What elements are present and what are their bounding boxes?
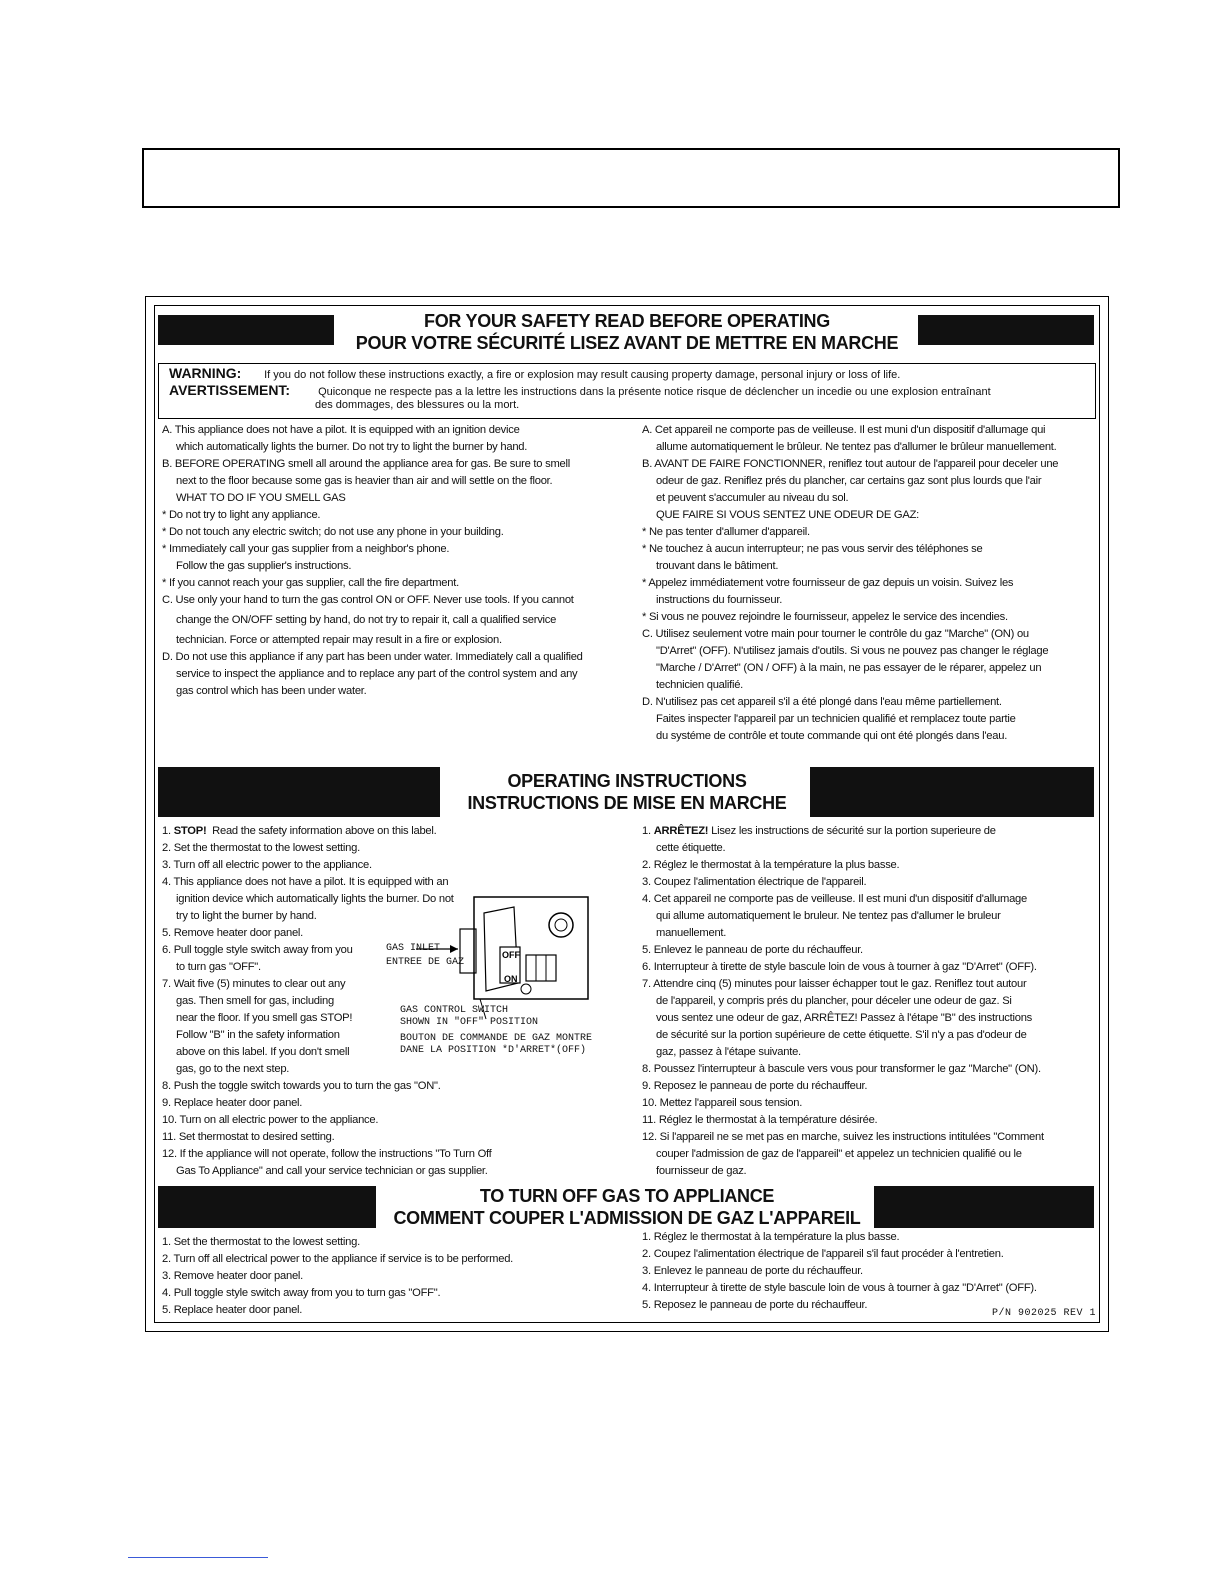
operating-en-line: near the floor. If you smell gas STOP! xyxy=(176,1012,353,1024)
operating-en-line: gas, go to the next step. xyxy=(176,1063,290,1075)
operating-fr-column xyxy=(642,823,1098,1180)
operating-en-line: Follow "B" in the safety information xyxy=(176,1029,340,1041)
operating-fr-line: qui allume automatiquement le bruleur. Ne tentez pas d'allumer le bruleur xyxy=(656,910,1001,922)
warning-row xyxy=(169,366,900,382)
safety-fr-line: Faites inspecter l'appareil par un technicien qualifié et remplacez toute partie xyxy=(656,713,1016,725)
turnoff-en-column xyxy=(162,1234,632,1319)
operating-en-line: 8. Push the toggle switch towards you to turn the gas "ON". xyxy=(162,1080,441,1092)
safety-en-line: gas control which has been under water. xyxy=(176,685,367,697)
operating-en-text: Read the safety information above on this label. xyxy=(212,825,437,837)
operating-en-line: 6. Pull toggle style switch away from you xyxy=(162,944,353,956)
operating-fr-line: 11. Réglez le thermostat à la température désirée. xyxy=(642,1114,878,1126)
operating-fr-line: 4. Cet appareil ne comporte pas de veilleuse. Il est muni d'un dispositif d'allumage xyxy=(642,893,1028,905)
entree-label: ENTREE DE GAZ xyxy=(386,957,465,968)
avert-text-1: Quiconque ne respecte pas a la lettre les instructions dans la présente notice risque de déclencher un incedie ou une explosion entraînant xyxy=(318,386,991,398)
safety-en-line: service to inspect the appliance and to replace any part of the control system and any xyxy=(176,668,578,680)
part-number: P/N 902025 REV 1 xyxy=(991,1308,1096,1319)
turnoff-title-fr: COMMENT COUPER L'ADMISSION DE GAZ L'APPAREIL xyxy=(393,1208,861,1228)
operating-en-line: 3. Turn off all electric power to the appliance. xyxy=(162,859,372,871)
operating-en-line: try to light the burner by hand. xyxy=(176,910,317,922)
operating-en-num: 1. xyxy=(162,825,171,837)
operating-fr-line: 10. Mettez l'appareil sous tension. xyxy=(642,1097,803,1109)
operating-en-line: 2. Set the thermostat to the lowest setting. xyxy=(162,842,360,854)
avert-text-2: des dommages, des blessures ou la mort. xyxy=(315,399,520,411)
operating-fr-line: gaz, passez à l'étape suivante. xyxy=(656,1046,801,1058)
operating-fr-line: de l'appareil, y compris prés du plancher, pour déceler une odeur de gaz. Si xyxy=(656,995,1012,1007)
operating-fr-num: 1. xyxy=(642,825,651,837)
safety-fr-line: et peuvent s'accumuler au niveau du sol. xyxy=(656,492,849,504)
safety-en-line: * Do not touch any electric switch; do not use any phone in your building. xyxy=(162,526,504,538)
operating-fr-line: 12. Si l'appareil ne se met pas en marche, suivez les instructions intitulées "Comment xyxy=(642,1131,1044,1143)
operating-en-line: 4. This appliance does not have a pilot. It is equipped with an xyxy=(162,876,449,888)
bouton-label-1: BOUTON DE COMMANDE DE GAZ MONTRE xyxy=(400,1033,593,1044)
safety-fr-line: * Ne pas tenter d'allumer d'appareil. xyxy=(642,526,810,538)
safety-en-line: B. BEFORE OPERATING smell all around the appliance area for gas. Be sure to smell xyxy=(162,458,570,470)
operating-en-line: 12. If the appliance will not operate, follow the instructions "To Turn Off xyxy=(162,1148,492,1160)
operating-fr-line: 2. Réglez le thermostat à la température la plus basse. xyxy=(642,859,900,871)
safety-fr-line: du systéme de contrôle et toute commande qui ont été plongés dans l'eau. xyxy=(656,730,1008,742)
avert-row xyxy=(169,383,991,399)
top-empty-box xyxy=(142,148,1120,208)
safety-en-line: Follow the gas supplier's instructions. xyxy=(176,560,352,572)
turnoff-fr-column xyxy=(642,1229,1098,1314)
operating-en-line xyxy=(162,823,632,840)
safety-fr-line: B. AVANT DE FAIRE FONCTIONNER, reniflez tout autour de l'appareil pour deceler une xyxy=(642,458,1059,470)
operating-fr-line: 9. Reposez le panneau de porte du réchauffeur. xyxy=(642,1080,868,1092)
operating-en-line: Gas To Appliance" and call your service technician or gas supplier. xyxy=(176,1165,488,1177)
safety-fr-line: QUE FAIRE SI VOUS SENTEZ UNE ODEUR DE GAZ: xyxy=(656,509,920,521)
warning-text: If you do not follow these instructions exactly, a fire or explosion may result causing property damage, personal injury or loss of life. xyxy=(264,369,901,381)
turnoff-fr-line: 1. Réglez le thermostat à la température la plus basse. xyxy=(642,1231,900,1243)
safety-fr-line: * Ne touchez à aucun interrupteur; ne pas vous servir des téléphones se xyxy=(642,543,983,555)
gas-inlet-label: GAS INLET xyxy=(386,943,441,954)
operating-fr-line: cette étiquette. xyxy=(656,842,726,854)
turnoff-en-line: 5. Replace heater door panel. xyxy=(162,1304,303,1316)
safety-fr-line: C. Utilisez seulement votre main pour tourner le contrôle du gaz "Marche" (ON) ou xyxy=(642,628,1029,640)
warning-box xyxy=(158,363,1096,419)
terminal-block xyxy=(526,955,556,981)
safety-en-column xyxy=(162,422,632,700)
operating-title-fr: INSTRUCTIONS DE MISE EN MARCHE xyxy=(467,793,787,813)
safety-fr-line: * Si vous ne pouvez rejoindre le fournisseur, appelez le service des incendies. xyxy=(642,611,1008,623)
operating-en-line: to turn gas "OFF". xyxy=(176,961,261,973)
operating-en-line: 11. Set thermostat to desired setting. xyxy=(162,1131,335,1143)
turnoff-fr-line: 3. Enlevez le panneau de porte du réchauffeur. xyxy=(642,1265,863,1277)
on-label: ON xyxy=(504,974,518,984)
safety-fr-line: "Marche / D'Arret" (ON / OFF) à la main, ne pas essayer de le réparer, appelez un xyxy=(656,662,1042,674)
bouton-label-2: DANE LA POSITION *D'ARRET*(OFF) xyxy=(400,1045,587,1056)
operating-fr-line: 7. Attendre cinq (5) minutes pour laisser échapper tout le gaz. Reniflez tout autour xyxy=(642,978,1027,990)
safety-fr-line: instructions du fournisseur. xyxy=(656,594,783,606)
safety-en-line: which automatically lights the burner. Do not try to light the burner by hand. xyxy=(176,441,528,453)
turnoff-en-line: 4. Pull toggle style switch away from you to turn gas "OFF". xyxy=(162,1287,441,1299)
safety-en-line: C. Use only your hand to turn the gas control ON or OFF. Never use tools. If you cannot xyxy=(162,594,574,606)
safety-en-line: A. This appliance does not have a pilot. It is equipped with an ignition device xyxy=(162,424,520,436)
safety-fr-line: odeur de gaz. Reniflez prés du plancher, car certains gaz sont plus lourds que l'air xyxy=(656,475,1042,487)
operating-fr-line: 3. Coupez l'alimentation électrique de l'appareil. xyxy=(642,876,867,888)
turnoff-fr-line: 4. Interrupteur à tirette de style bascule loin de vous à tourner à gaz "D'Arret" (OFF). xyxy=(642,1282,1037,1294)
operating-fr-line: vous sentez une odeur de gaz, ARRÊTEZ! Passez à l'étape "B" des instructions xyxy=(656,1012,1033,1024)
operating-en-line: gas. Then smell for gas, including xyxy=(176,995,334,1007)
operating-en-line: 9. Replace heater door panel. xyxy=(162,1097,303,1109)
safety-en-line: change the ON/OFF setting by hand, do not try to repair it, call a qualified service xyxy=(176,614,557,626)
turnoff-fr-line: 5. Reposez le panneau de porte du réchauffeur. xyxy=(642,1299,868,1311)
safety-title-fr: POUR VOTRE SÉCURITÉ LISEZ AVANT DE METTRE EN MARCHE xyxy=(355,333,899,353)
safety-fr-line: "D'Arret" (OFF). N'utilisez jamais d'outils. Si vous ne pouvez pas changer le réglage xyxy=(656,645,1049,657)
operating-fr-line: manuellement. xyxy=(656,927,727,939)
operating-arretez: ARRÊTEZ! xyxy=(653,825,709,837)
operating-fr-line: fournisseur de gaz. xyxy=(656,1165,747,1177)
safety-fr-line: * Appelez immédiatement votre fournisseur de gaz depuis un voisin. Suivez les xyxy=(642,577,1014,589)
switch-label-1: GAS CONTROL SWITCH xyxy=(400,1005,509,1016)
operating-fr-line: 8. Poussez l'interrupteur à bascule vers vous pour transformer le gaz "Marche" (ON). xyxy=(642,1063,1041,1075)
diagram-label-inlet xyxy=(386,942,464,970)
switch-label-2: SHOWN IN "OFF" POSITION xyxy=(400,1017,539,1028)
safety-en-line: WHAT TO DO IF YOU SMELL GAS xyxy=(176,492,346,504)
operating-fr-text: Lisez les instructions de sécurité sur la portion superieure de xyxy=(711,825,996,837)
safety-en-line: next to the floor because some gas is heavier than air and will settle on the floor. xyxy=(176,475,553,487)
operating-fr-line: couper l'admission de gaz de l'appareil" et appelez un technicien qualifié ou le xyxy=(656,1148,1022,1160)
safety-fr-line: allume automatiquement le brûleur. Ne tentez pas d'allumer le brûleur manuellement. xyxy=(656,441,1057,453)
control-knob xyxy=(549,913,573,937)
turnoff-en-line: 1. Set the thermostat to the lowest setting. xyxy=(162,1236,360,1248)
safety-en-line: * If you cannot reach your gas supplier, call the fire department. xyxy=(162,577,459,589)
footer-divider xyxy=(128,1557,268,1558)
diagram-label-switch xyxy=(400,1005,592,1057)
control-body xyxy=(474,897,588,999)
safety-fr-column xyxy=(642,422,1098,745)
operating-en-line: above on this label. If you don't smell xyxy=(176,1046,350,1058)
operating-fr-line: de sécurité sur la portion supérieure de cette étiquette. S'il n'y a pas d'odeur de xyxy=(656,1029,1027,1041)
off-label: OFF xyxy=(502,950,520,960)
operating-fr-line xyxy=(642,823,1098,840)
turnoff-fr-line: 2. Coupez l'alimentation électrique de l'appareil s'il faut procéder à l'entretien. xyxy=(642,1248,1004,1260)
operating-en-line: 5. Remove heater door panel. xyxy=(162,927,304,939)
warning-key: WARNING: xyxy=(169,365,242,381)
operating-stop: STOP! xyxy=(173,825,207,837)
safety-fr-line: D. N'utilisez pas cet appareil s'il a été plongé dans l'eau même partiellement. xyxy=(642,696,1002,708)
safety-title-en: FOR YOUR SAFETY READ BEFORE OPERATING xyxy=(424,311,830,331)
turnoff-title-en: TO TURN OFF GAS TO APPLIANCE xyxy=(479,1186,775,1206)
safety-en-line: * Immediately call your gas supplier from a neighbor's phone. xyxy=(162,543,450,555)
turnoff-en-line: 2. Turn off all electrical power to the appliance if service is to be performed. xyxy=(162,1253,514,1265)
safety-fr-line: trouvant dans le bâtiment. xyxy=(656,560,779,572)
safety-label xyxy=(145,296,1109,1332)
safety-en-line: D. Do not use this appliance if any part has been under water. Immediately call a qualified xyxy=(162,651,583,663)
screw-icon xyxy=(521,984,531,994)
operating-fr-line: 6. Interrupteur à tirette de style bascule loin de vous à tourner à gaz "D'Arret" (OFF). xyxy=(642,961,1037,973)
operating-fr-line: 5. Enlevez le panneau de porte du réchauffeur. xyxy=(642,944,863,956)
safety-en-line: technician. Force or attempted repair may result in a fire or explosion. xyxy=(176,634,502,646)
operating-en-line: 7. Wait five (5) minutes to clear out any xyxy=(162,978,346,990)
avert-key: AVERTISSEMENT: xyxy=(169,382,291,398)
operating-title-en: OPERATING INSTRUCTIONS xyxy=(507,771,747,791)
operating-en-line: 10. Turn on all electric power to the appliance. xyxy=(162,1114,379,1126)
turnoff-en-line: 3. Remove heater door panel. xyxy=(162,1270,304,1282)
safety-en-line: * Do not try to light any appliance. xyxy=(162,509,321,521)
safety-fr-line: A. Cet appareil ne comporte pas de veilleuse. Il est muni d'un dispositif d'allumage qui xyxy=(642,424,1046,436)
control-knob-inner xyxy=(555,919,567,931)
operating-en-line: ignition device which automatically lights the burner. Do not xyxy=(176,893,454,905)
safety-fr-line: technicien qualifié. xyxy=(656,679,744,691)
